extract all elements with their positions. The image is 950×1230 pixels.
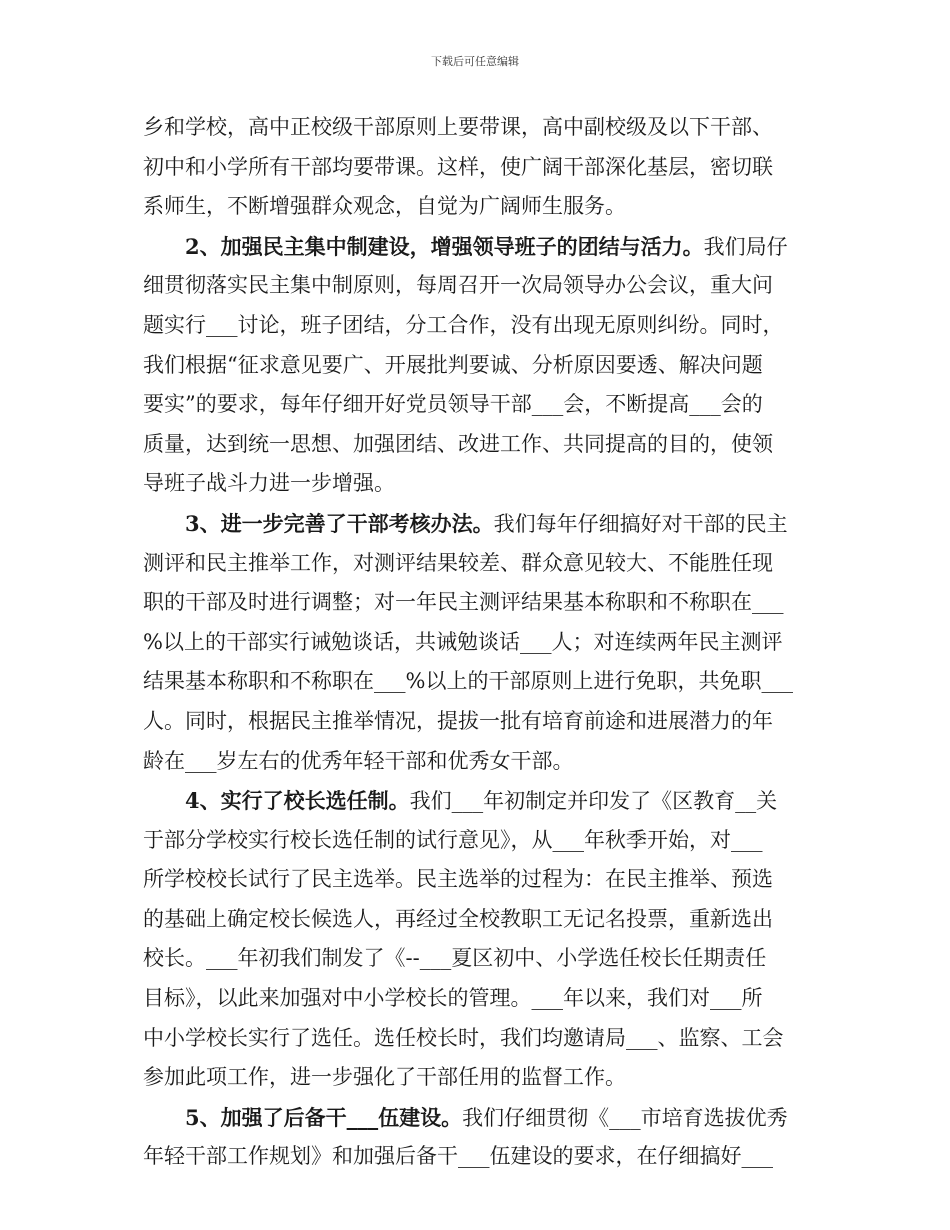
document-body bbox=[143, 108, 811, 1177]
text-line: 年轻干部工作规划》和加强后备干___伍建设的要求，在仔细搞好___ bbox=[143, 1144, 773, 1169]
text-line: 题实行___讨论，班子团结，分工合作，没有出现无原则纠纷。同时， bbox=[143, 312, 784, 337]
text-line: 质量，达到统一思想、加强团结、改进工作、共同提高的目的，使领 bbox=[143, 431, 773, 456]
text-line: 于部分学校实行校长选任制的试行意见》，从___年秋季开始，对___ bbox=[143, 827, 763, 852]
text-line: 所学校校长试行了民主选举。民主选举的过程为：在民主推举、预选 bbox=[143, 867, 773, 892]
text-line: 的基础上确定校长候选人，再经过全校教职工无记名投票，重新选出 bbox=[143, 906, 773, 931]
text-line: 校长。___年初我们制发了《--___夏区初中、小学选任校长任期责任 bbox=[143, 946, 767, 971]
text-line: 我们根据“征求意见要广、开展批判要诚、分析原因要透、解决问题 bbox=[143, 352, 763, 377]
text-line: 龄在___岁左右的优秀年轻干部和优秀女干部。 bbox=[143, 748, 574, 773]
text-line: 要实”的要求，每年仔细开好党员领导干部___会，不断提高___会的 bbox=[143, 392, 763, 417]
text-line: %以上的干部实行诫勉谈话，共诫勉谈话___人；对连续两年民主测评 bbox=[143, 629, 783, 654]
text-line: 2、加强民主集中制建设，增强领导班子的团结与活力。我们局仔 bbox=[185, 233, 788, 259]
text-line: 结果基本称职和不称职在___%以上的干部原则上进行免职，共免职___ bbox=[143, 669, 793, 694]
text-line: 3、进一步完善了干部考核办法。我们每年仔细搞好对干部的民主 bbox=[185, 510, 788, 536]
text-line: 目标》，以此来加强对中小学校长的管理。___年以来，我们对___所 bbox=[143, 986, 763, 1011]
section-heading: 3、进一步完善了干部考核办法。 bbox=[185, 510, 494, 536]
section-heading: 2、加强民主集中制建设，增强领导班子的团结与活力。 bbox=[185, 233, 704, 259]
text-line: 系师生，不断增强群众观念，自觉为广阔师生服务。 bbox=[143, 194, 626, 219]
text-line: 乡和学校，高中正校级干部原则上要带课，高中副校级及以下干部、 bbox=[143, 115, 773, 139]
text-line: 中小学校长实行了选任。选任校长时，我们均邀请局___、监察、工会 bbox=[143, 1025, 784, 1050]
text-line: 4、实行了校长选任制。我们___年初制定并印发了《区教育__关 bbox=[185, 788, 778, 814]
text-line: 导班子战斗力进一步增强。 bbox=[143, 471, 395, 496]
text-line: 5、加强了后备干___伍建设。我们仔细贯彻《___市培育选拔优秀 bbox=[185, 1104, 788, 1130]
text-line: 初中和小学所有干部均要带课。这样，使广阔干部深化基层，密切联 bbox=[143, 154, 773, 179]
section-heading: 5、加强了后备干___伍建设。 bbox=[185, 1104, 463, 1130]
section-heading: 4、实行了校长选任制。 bbox=[185, 788, 410, 814]
text-line: 参加此项工作，进一步强化了干部任用的监督工作。 bbox=[143, 1065, 626, 1090]
page-header: 下载后可任意编辑 bbox=[431, 55, 519, 68]
text-line: 职的干部及时进行调整；对一年民主测评结果基本称职和不称职在___ bbox=[143, 590, 784, 615]
text-line: 测评和民主推举工作，对测评结果较差、群众意见较大、不能胜任现 bbox=[143, 550, 773, 575]
text-line: 人。同时，根据民主推举情况，提拔一批有培育前途和进展潜力的年 bbox=[143, 708, 773, 733]
text-line: 细贯彻落实民主集中制原则，每周召开一次局领导办公会议，重大问 bbox=[143, 273, 773, 298]
